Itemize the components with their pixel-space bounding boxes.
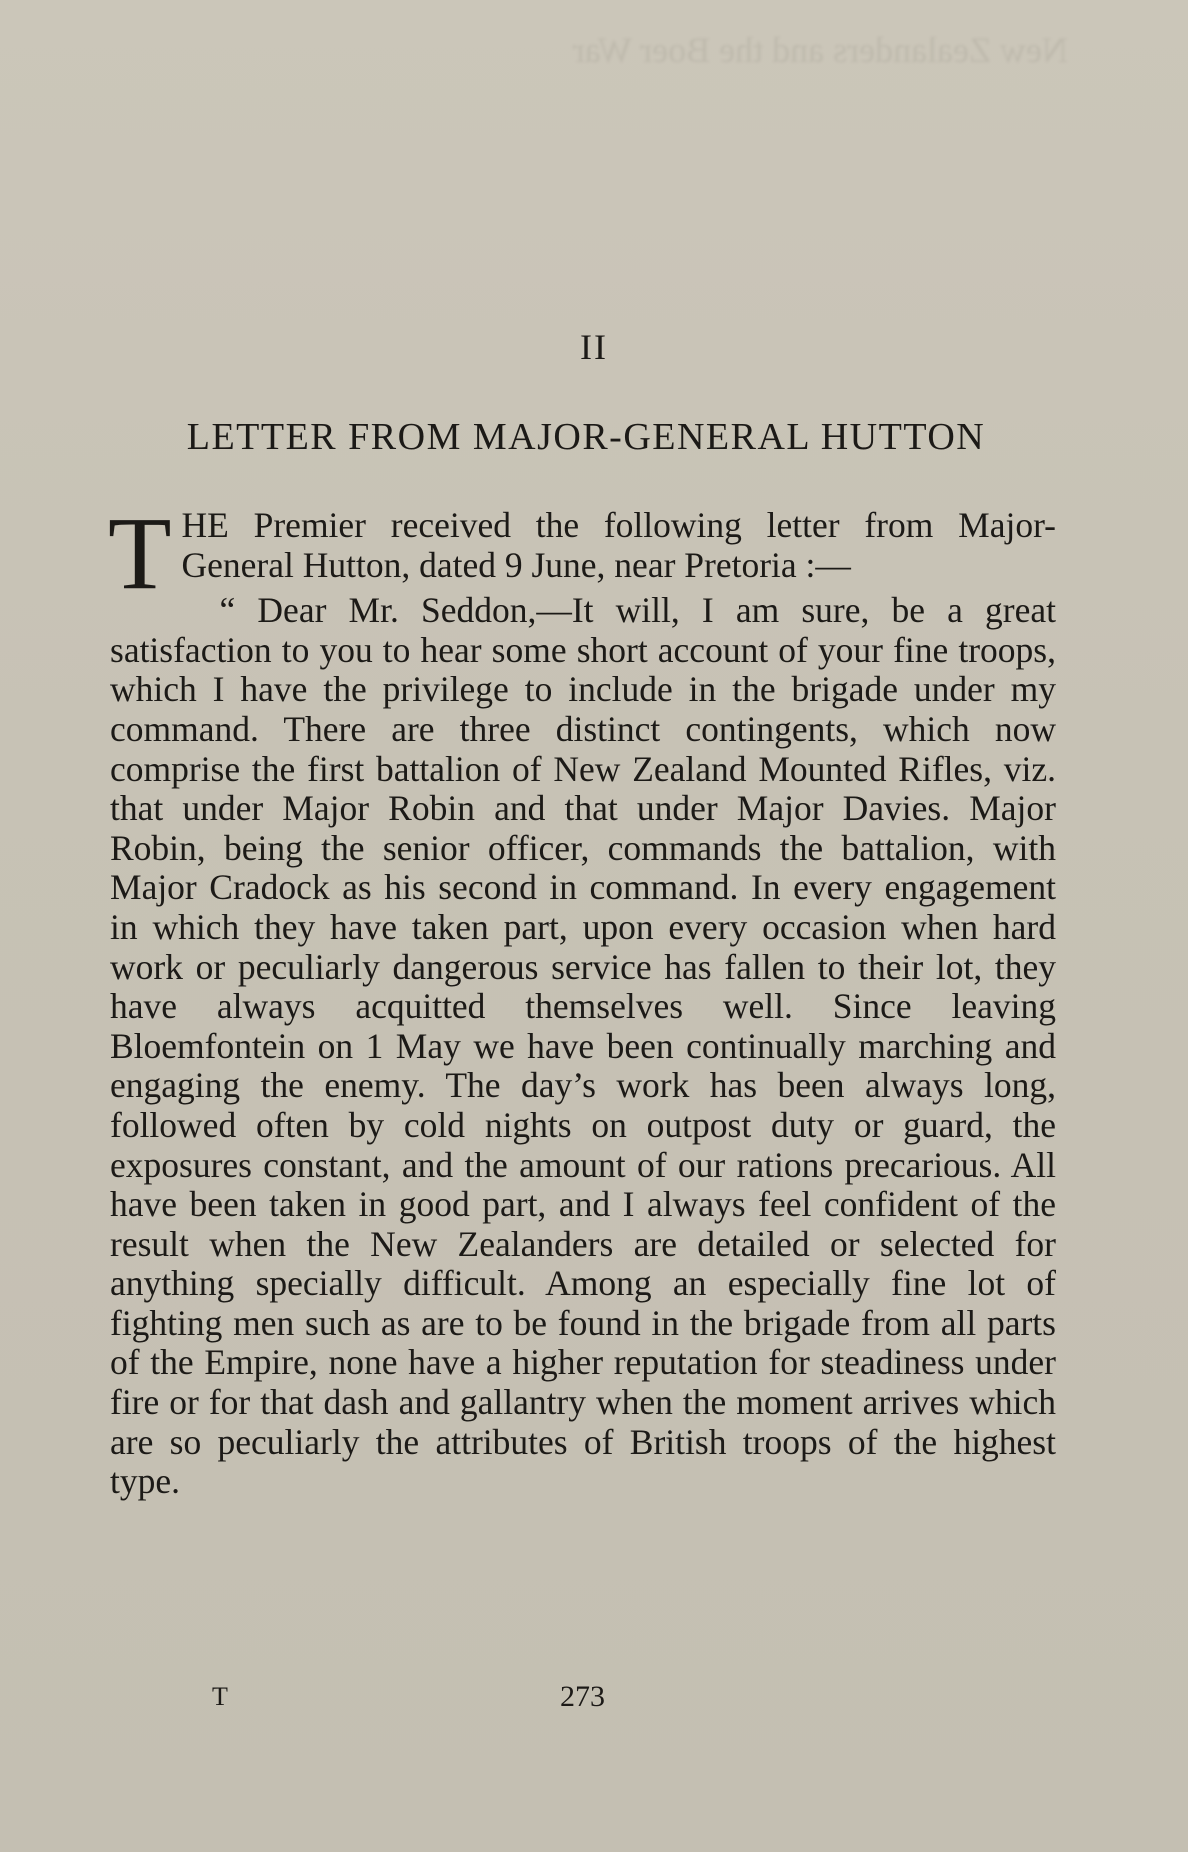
bleed-through-text: New Zealanders and the Boer War bbox=[572, 30, 1068, 70]
chapter-title: LETTER FROM MAJOR-GENERAL HUTTON bbox=[186, 416, 986, 458]
intro-text: HE Premier received the following letter from Major-General Hutton, dated 9 June, near Pretoria :— bbox=[181, 505, 1056, 585]
signature-mark: T bbox=[212, 1682, 228, 1711]
drop-cap: T bbox=[108, 496, 172, 611]
body-text bbox=[108, 496, 1056, 1502]
intro-paragraph bbox=[108, 496, 1056, 611]
page-number: 273 bbox=[560, 1680, 605, 1713]
letter-paragraph: “ Dear Mr. Seddon,—It will, I am sure, be a great satisfaction to you to hear some short account of your fine troops, which I have the privilege to include in the brigade under my command. There are three distinct contingents, which now comprise the first battalion of New Zealand Mounted Rifles, viz. that under Major Robin and that under Major Davies. Major Robin, being the senior officer, commands the battalion, with Major Cradock as his second in command. In every engagement in which they have taken part, upon every occasion when hard work or peculiarly dangerous service has fallen to their lot, they have always acquitted themselves well. Since leaving Bloemfontein on 1 May we have been continually marching and engaging the enemy. The day’s work has been always long, followed often by cold nights on outpost duty or guard, the exposures constant, and the amount of our rations precarious. All have been taken in good part, and I always feel confident of the result when the New Zealanders are detailed or selected for anything specially difficult. Among an especially fine lot of fighting men such as are to be found in the brigade from all parts of the Empire, none have a higher reputation for steadiness under fire or for that dash and gallantry when the moment arrives which are so peculiarly the attributes of British troops of the highest type. bbox=[110, 590, 1056, 1502]
chapter-number: II bbox=[580, 327, 608, 367]
